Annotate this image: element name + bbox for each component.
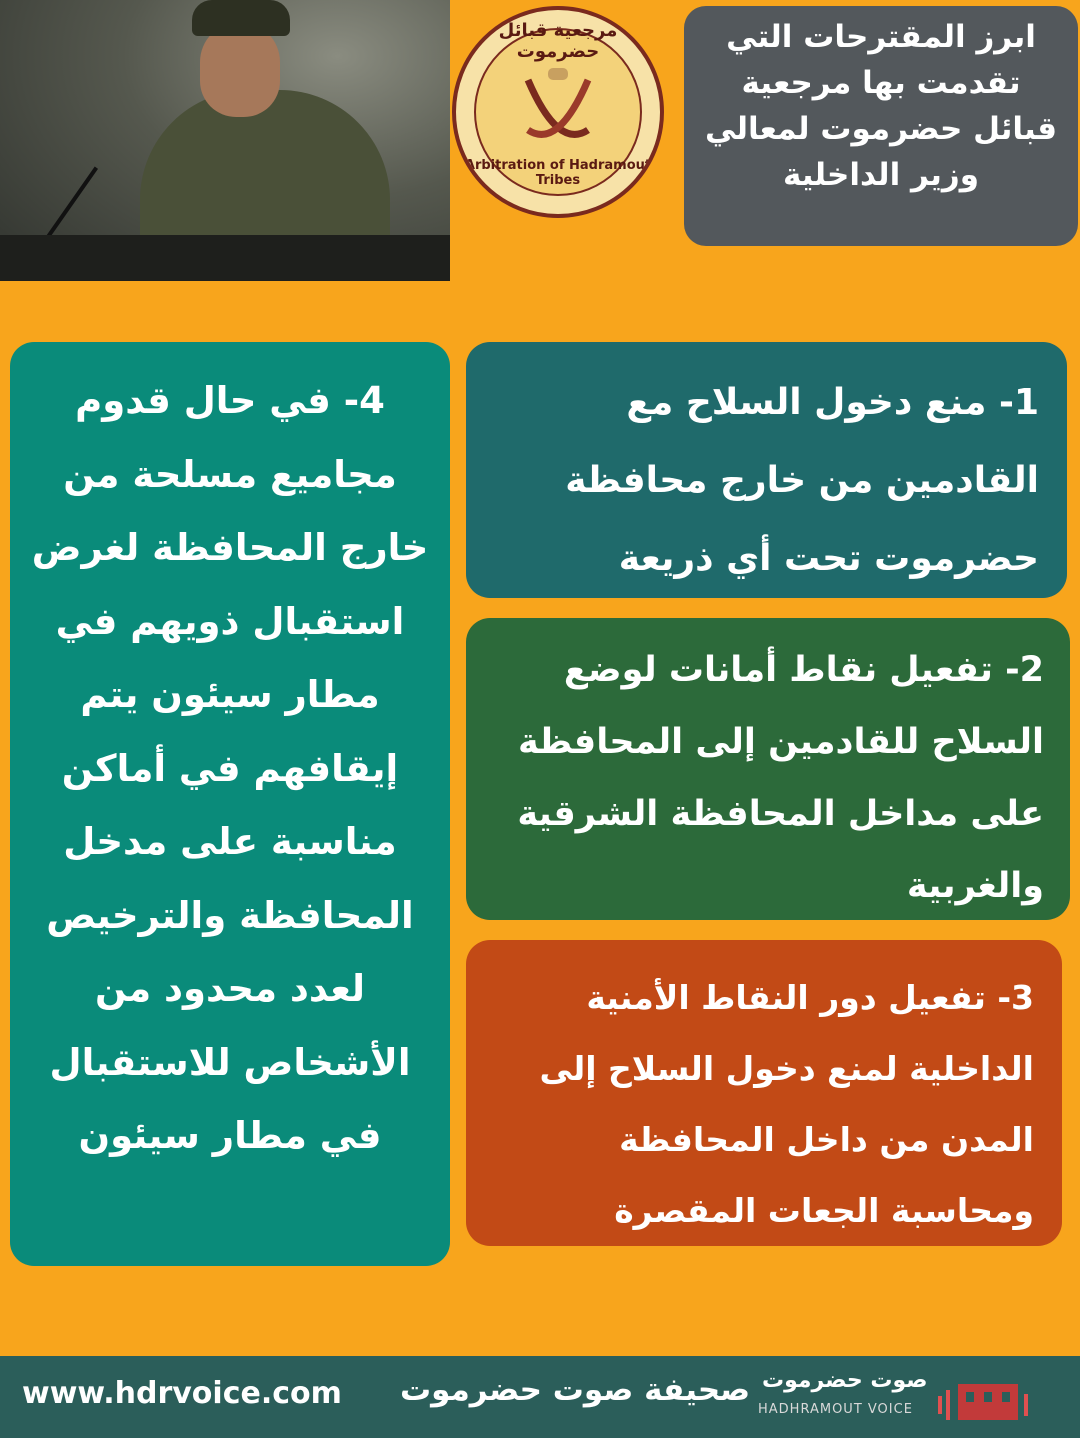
proposal-text-3: 3- تفعيل دور النقاط الأمنية الداخلية لمنع دخول السلاح إلى المدن من داخل المحافظة ومحاسبة الجعات المقصرة — [539, 978, 1034, 1230]
proposal-text-4: 4- في حال قدوم مجاميع مسلحة من خارج المحافظة لغرض استقبال ذويهم في مطار سيئون يتم إيقافهم في أماكن مناسبة على مدخل المحافظة والترخيص لعدد محدود من الأشخاص للاستقبال في مطار سيئون — [31, 379, 429, 1157]
proposal-text-1: 1- منع دخول السلاح مع القادمين من خارج محافظة حضرموت تحت أي ذريعة — [565, 382, 1039, 579]
brand-logo — [758, 1368, 1058, 1430]
castle-soundwave-icon — [918, 1374, 1038, 1424]
proposal-card-1 — [466, 342, 1067, 598]
official-photo — [0, 0, 450, 281]
proposal-card-4 — [10, 342, 450, 1266]
proposal-text-2: 2- تفعيل نقاط أمانات لوضع السلاح للقادمين إلى المحافظة على مداخل المحافظة الشرقية والغربية — [517, 650, 1044, 906]
logo-arabic-name: مرجعية قبائل حضرموت — [498, 20, 618, 62]
website-link[interactable]: www.hdrvoice.com — [22, 1376, 342, 1411]
brand-arabic-name: صوت حضرموت — [762, 1368, 928, 1393]
headline-box — [684, 6, 1078, 246]
newspaper-name: صحيفة صوت حضرموت — [400, 1372, 751, 1408]
photo-face — [200, 22, 280, 117]
proposal-card-2 — [466, 618, 1070, 920]
tribes-logo — [452, 6, 664, 218]
dagger-handshake-icon — [518, 60, 598, 150]
logo-english-name: Arbitration of Hadramout Tribes — [464, 158, 652, 188]
brand-english-name: HADHRAMOUT VOICE — [758, 1402, 913, 1417]
footer-bar — [0, 1356, 1080, 1438]
photo-cap — [192, 0, 290, 36]
photo-desk — [0, 235, 450, 281]
headline-text: ابرز المقترحات التي تقدمت بها مرجعية قبائل حضرموت لمعالي وزير الداخلية — [704, 19, 1057, 193]
proposal-card-3 — [466, 940, 1062, 1246]
